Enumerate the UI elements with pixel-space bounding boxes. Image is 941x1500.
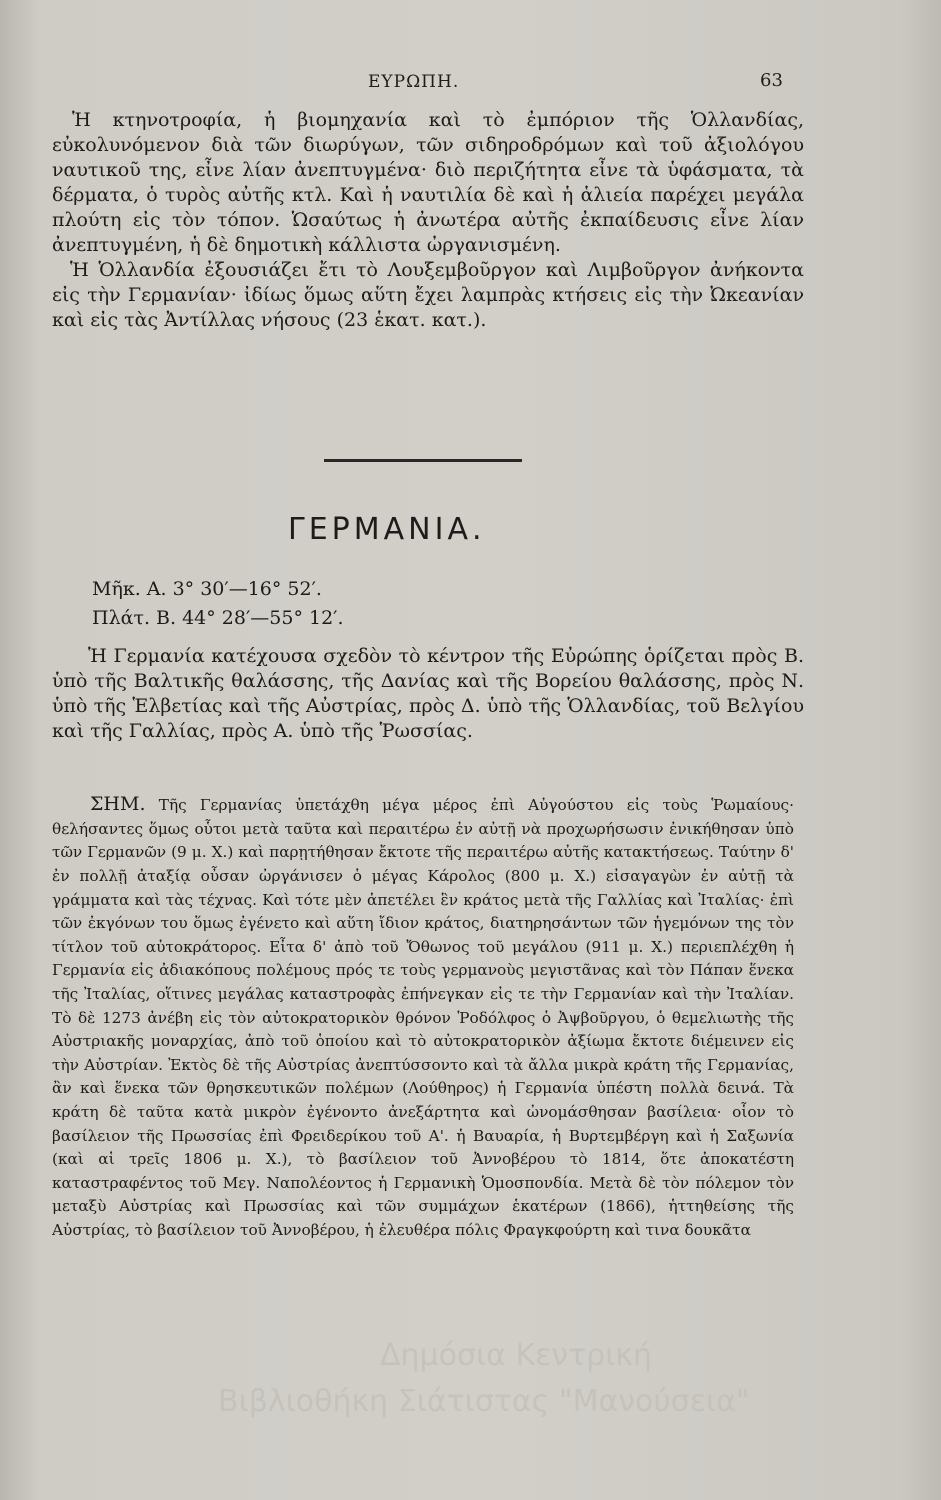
page-header bbox=[0, 68, 941, 98]
watermark-line-2: Βιβλιοθήκη Σιάτιστας "Μανούσεια" bbox=[218, 1384, 750, 1419]
body-text bbox=[52, 108, 804, 333]
watermark-line-1: Δημόσια Κεντρική bbox=[380, 1338, 653, 1373]
running-head: ΕΥΡΩΠΗ. bbox=[368, 72, 460, 92]
longitude-line: Μῆκ. Α. 3° 30′—16° 52′. bbox=[92, 578, 322, 600]
note-label: ΣΗΜ. bbox=[90, 793, 146, 816]
historical-note bbox=[52, 793, 794, 1242]
library-watermark bbox=[0, 1338, 941, 1458]
coordinates bbox=[92, 575, 344, 633]
paragraph-netherlands-possessions: Ἡ Ὁλλανδία ἐξουσιάζει ἔτι τὸ Λουξεμβοῦργον καὶ Λιμβοῦργον ἀνήκοντα εἰς τὴν Γερμανίαν· ἰδίως ὅμως αὕτη ἔχει λαμπρὰς κτήσεις εἰς τὴν Ὠκεανίαν καὶ εἰς τὰς Ἀντίλλας νήσους (23 ἑκατ. κατ.). bbox=[52, 259, 804, 331]
paragraph-netherlands-economy: Ἡ κτηνοτροφία, ἡ βιομηχανία καὶ τὸ ἐμπόριον τῆς Ὁλλανδίας, εὐκολυνόμενον διὰ τῶν διωρύγων, τῶν σιδηροδρόμων καὶ τοῦ ἀξιολόγου ναυτικοῦ της, εἶνε λίαν ἀνεπτυγμένα· διὸ περιζήτητα εἶνε τὰ ὑφάσματα, τὰ δέρματα, ὁ τυρὸς αὐτῆς κτλ. Καὶ ἡ ναυτιλία δὲ καὶ ἡ ἁλιεία παρέχει μεγάλα πλούτη εἰς τὸν τόπον. Ὡσαύτως ἡ ἀνωτέρα αὐτῆς ἐκπαίδευσις εἶνε λίαν ἀνεπτυγμένη, ἡ δὲ δημοτικὴ κάλλιστα ὠργανισμένη. bbox=[52, 109, 804, 256]
page-number: 63 bbox=[760, 70, 783, 91]
section-divider bbox=[324, 459, 522, 462]
paragraph-germany-borders: Ἡ Γερμανία κατέχουσα σχεδὸν τὸ κέντρον τῆς Εὐρώπης ὁρίζεται πρὸς Β. ὑπὸ τῆς Βαλτικῆς θαλάσσης, τῆς Δανίας καὶ τῆς Βορείου θαλάσσης, πρὸς Ν. ὑπὸ τῆς Ἑλβετίας καὶ τῆς Αὐστρίας, πρὸς Δ. ὑπὸ τῆς Ὁλλανδίας, τοῦ Βελγίου καὶ τῆς Γαλλίας, πρὸς Α. ὑπὸ τῆς Ῥωσσίας. bbox=[52, 645, 804, 742]
section-title: ΓΕΡΜΑΝΙΑ. bbox=[288, 512, 486, 547]
latitude-line: Πλάτ. Β. 44° 28′—55° 12′. bbox=[92, 607, 344, 629]
note-text: Τῆς Γερμανίας ὑπετάχθη μέγα μέρος ἐπὶ Αὐγούστου εἰς τοὺς Ῥωμαίους· θελήσαντες ὅμως οὗτοι μετὰ ταῦτα καὶ περαιτέρω ἐν αὐτῇ νὰ προχωρήσωσιν ἐνικήθησαν ὑπὸ τῶν Γερμανῶν (9 μ. Χ.) καὶ παρῃτήθησαν ἔκτοτε τῆς περαιτέρω αὐτῆς κατακτήσεως. Ταύτην δ' ἐν πολλῇ ἀταξίᾳ οὖσαν ὠργάνισεν ὁ μέγας Κάρολος (800 μ. Χ.) εἰσαγαγὼν ἐν αὐτῇ τὰ γράμματα καὶ τὰς τέχνας. Καὶ τότε μὲν ἀπετέλει ἓν κράτος μετὰ τῆς Γαλλίας καὶ Ἰταλίας· ἐπὶ τῶν ἐκγόνων του ὅμως ἐγένετο καὶ αὕτη ἴδιον κράτος, διατηρησάντων τῶν ἡγεμόνων της τὸν τίτλον τοῦ αὐτοκράτορος. Εἶτα δ' ἀπὸ τοῦ Ὄθωνος τοῦ μεγάλου (911 μ. Χ.) περιεπλέχθη ἡ Γερμανία εἰς ἀδιακόπους πολέμους πρός τε τοὺς γερμανοὺς μεγιστᾶνας καὶ τὸν Πάπαν ἕνεκα τῆς Ἰταλίας, οἵτινες μεγάλας καταστροφὰς ἐπήνεγκαν εἰς τε τὴν Γερμανίαν καὶ τὴν Ἰταλίαν. Τὸ δὲ 1273 ἀνέβη εἰς τὸν αὐτοκρατορικὸν θρόνον Ῥοδόλφος ὁ Ἀψβοῦργου, ὁ θεμελιωτὴς τῆς Αὐστριακῆς μοναρχίας, ἀπὸ τοῦ ὁποίου καὶ τὸ αὐτοκρατορικὸν ἀξίωμα ἔκτοτε διέμεινεν εἰς τὴν Αὐστρίαν. Ἐκτὸς δὲ τῆς Αὐστρίας ἀνεπτύσσοντο καὶ τὰ ἄλλα μικρὰ κράτη τῆς Γερμανίας, ἂν καὶ ἕνεκα τῶν θρησκευτικῶν πολέμων (Λούθηρος) ἡ Γερμανία ὑπέστη πολλὰ δεινά. Τὰ κράτη δὲ ταῦτα κατὰ μικρὸν ἐγένοντο ἀνεξάρτητα καὶ ὠνομάσθησαν βασίλεια· οἷον τὸ βασίλειον τῆς Πρωσσίας ἐπὶ Φρειδερίκου τοῦ Α'. ἡ Βαυαρία, ἡ Βυρτεμβέργη καὶ ἡ Σαξωνία (καὶ αἱ τρεῖς 1806 μ. Χ.), τὸ βασίλειον τοῦ Ἀννοβέρου τὸ 1814, ὅτε ἀποκατέστη καταστραφέντος τοῦ Μεγ. Ναπολέοντος ἡ Γερμανικὴ Ὁμοσπονδία. Μετὰ δὲ τὸν πόλεμον τὸν μεταξὺ Αὐστρίας καὶ Πρωσσίας καὶ τῶν συμμάχων ἑκατέρων (1866), ἡττηθείσης τῆς Αὐστρίας, τὸ βασίλειον τοῦ Ἀννοβέρου, ἡ ἐλευθέρα πόλις Φραγκφούρτη καὶ τινα δουκᾶτα bbox=[52, 796, 794, 1239]
